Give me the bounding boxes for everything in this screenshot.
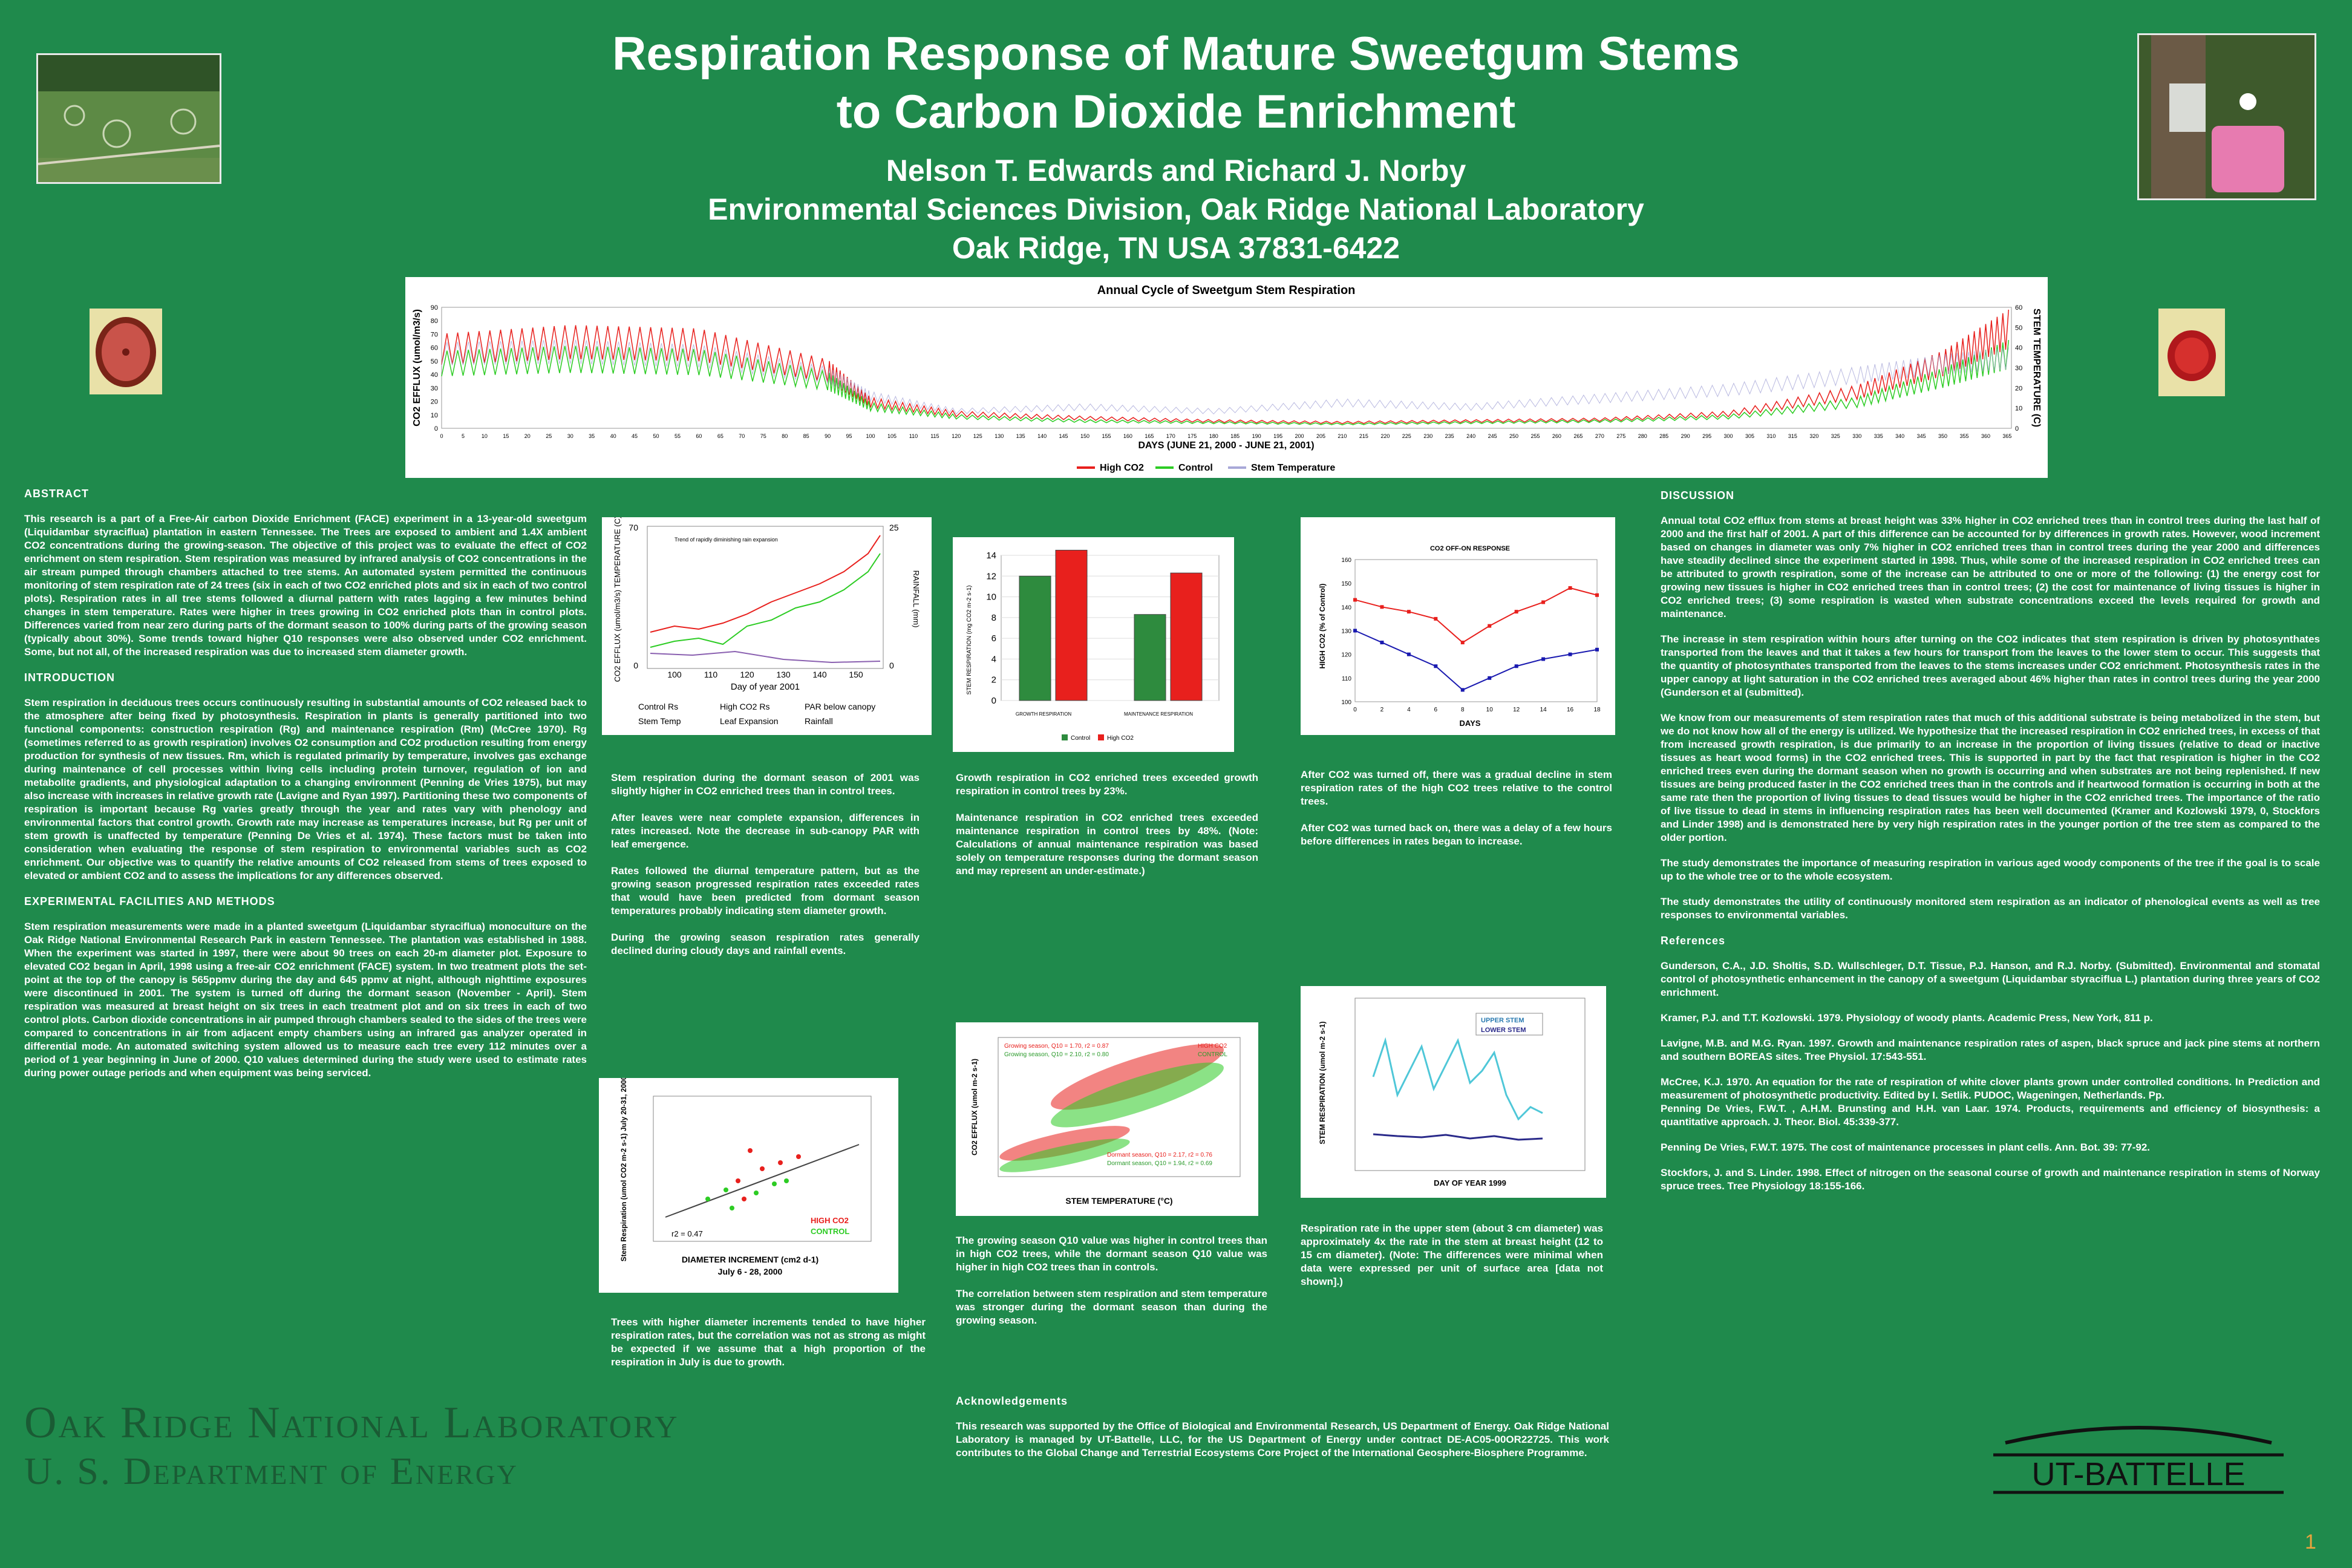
annual-x-tick: 175 bbox=[1187, 433, 1197, 439]
offon-x-tick: 14 bbox=[1540, 707, 1547, 713]
offon-point-1 bbox=[1488, 676, 1491, 680]
annual-x-tick: 330 bbox=[1852, 433, 1862, 439]
annual-x-tick: 125 bbox=[973, 433, 982, 439]
ornl-name: Oak Ridge National Laboratory bbox=[24, 1398, 679, 1448]
annual-x-tick: 365 bbox=[2002, 433, 2012, 439]
reference-item: Kramer, P.J. and T.T. Kozlowski. 1979. Physiology of woody plants. Academic Press, New York, 811 p. bbox=[1661, 1012, 2153, 1024]
page-number: 1 bbox=[2305, 1530, 2316, 1553]
q10-caption: The growing season Q10 value was higher in control trees than in high CO2 trees, while the dormant season Q10 value was higher in high CO2 trees than in controls. The correlation between stem respiration and stem temperature was stronger during the dormant season than during the growing season. bbox=[956, 1235, 1267, 1326]
q10-x-label: STEM TEMPERATURE (°C) bbox=[1065, 1196, 1173, 1206]
offon-y-label: HIGH CO2 (% of Control) bbox=[1318, 583, 1327, 669]
offon-x-tick: 0 bbox=[1353, 707, 1357, 713]
bar-caption: Growth respiration in CO2 enriched trees exceeded growth respiration in control trees by 23%. Maintenance respiration in CO2 enriched trees exceeded maintenance respiration in control trees by 48%. (Note: Calculations of annual maintenance respiration was based solely on temperature responses during the dormant season and may represent an under-estimate.) bbox=[956, 772, 1258, 877]
diameter-control-point bbox=[730, 1206, 734, 1210]
cross-section-icon bbox=[90, 309, 162, 394]
annual-x-tick: 345 bbox=[1916, 433, 1926, 439]
q10-note-0: Growing season, Q10 = 1.70, r2 = 0.87 bbox=[1004, 1043, 1109, 1050]
ut-battelle-text: UT-BATTELLE bbox=[2031, 1456, 2246, 1492]
annual-x-tick: 300 bbox=[1723, 433, 1733, 439]
q10-figure-svg bbox=[956, 1022, 1258, 1216]
diameter-high-point bbox=[778, 1160, 783, 1165]
diameter-high-point bbox=[736, 1178, 740, 1183]
annual-y2-tick: 40 bbox=[2015, 344, 2023, 352]
annual-x-tick: 320 bbox=[1809, 433, 1819, 439]
author-block: Nelson T. Edwards and Richard J. Norby Environmental Sciences Division, Oak Ridge National Laboratory Oak Ridge, TN USA 37831-6422 bbox=[708, 154, 1644, 265]
annual-x-tick: 60 bbox=[696, 433, 702, 439]
cross-section-icon-2 bbox=[2158, 309, 2225, 396]
upper-y-label: STEM RESPIRATION (umol m-2 s-1) bbox=[1318, 1021, 1327, 1145]
temp-xtick: 120 bbox=[740, 670, 754, 679]
temp-legend-0: Control Rs bbox=[638, 702, 679, 711]
annual-x-tick: 135 bbox=[1016, 433, 1025, 439]
offon-x-tick: 6 bbox=[1434, 707, 1438, 713]
offon-point-0 bbox=[1380, 605, 1383, 609]
annual-x-tick: 235 bbox=[1445, 433, 1454, 439]
references-heading: References bbox=[1661, 935, 1726, 947]
offon-point-1 bbox=[1569, 653, 1572, 656]
abstract-section bbox=[24, 487, 587, 1092]
annual-x-tick: 115 bbox=[930, 433, 939, 439]
annual-x-tick: 255 bbox=[1530, 433, 1540, 439]
annual-cycle-svg bbox=[405, 277, 2048, 478]
offon-point-0 bbox=[1407, 610, 1411, 613]
annual-x-tick: 75 bbox=[760, 433, 766, 439]
temp-x-ticks bbox=[667, 670, 863, 679]
annual-x-tick: 250 bbox=[1509, 433, 1519, 439]
abstract-text: This research is a part of a Free-Air carbon Dioxide Enrichment (FACE) experiment in a 13-year-old sweetgum (Liquidambar styraciflua) plantation in eastern Tennessee. The Trees are exposed to ambient and 1.4X ambient CO2 concentrations during the growing-season. The objective of this project was to evaluate the effect of CO2 enrichment on stem respiration. Stem respiration was measured by infrared analysis of CO2 concentrations in the air stream pumped through chambers attached to tree stems. An automated system permitted the continuous monitoring of stem respiration rate of 24 trees (six in each of two CO2 enriched plots and six in each of two control plots). Respiration rates in all tree stems followed a diurnal pattern with rates lagging a few minutes behind changes in stem temperature. Rates were higher in trees growing in CO2 enriched plots than in control plots. Differences varied from near zero during parts of the dormant season to 100% during parts of the growing season (typically about 30%). Some trends toward higher Q10 responses were also observed under CO2 enrichment. Some, but not all, of the increased respiration was due to increased stem diameter growth. bbox=[24, 513, 587, 658]
offon-y-tick: 110 bbox=[1342, 675, 1351, 682]
annual-x-tick: 145 bbox=[1059, 433, 1068, 439]
temp-legend-1: High CO2 Rs bbox=[720, 702, 770, 711]
offon-point-1 bbox=[1595, 648, 1599, 652]
annual-chart-title: Annual Cycle of Sweetgum Stem Respiration bbox=[1097, 284, 1356, 297]
annual-x-tick: 95 bbox=[846, 433, 852, 439]
offon-y-tick: 100 bbox=[1341, 699, 1351, 706]
annual-y2-tick: 30 bbox=[2015, 365, 2023, 372]
annual-x-tick: 205 bbox=[1316, 433, 1325, 439]
annual-x-tick: 25 bbox=[546, 433, 552, 439]
upper-caption: Respiration rate in the upper stem (about 3 cm diameter) was approximately 4x the rate in the stem at breast height (12 to 15 cm diameter). (Note: The differences were minimal when data were expressed per unit of surface area [data not shown].) bbox=[1301, 1223, 1603, 1287]
offon-title: CO2 OFF-ON RESPONSE bbox=[1429, 545, 1511, 552]
ack-heading: Acknowledgements bbox=[956, 1395, 1068, 1407]
annual-x-tick: 355 bbox=[1959, 433, 1969, 439]
annual-x-tick: 105 bbox=[887, 433, 897, 439]
annual-y-tick: 20 bbox=[430, 398, 438, 406]
annual-x-tick: 335 bbox=[1873, 433, 1883, 439]
annual-x-tick: 215 bbox=[1359, 433, 1368, 439]
temp-figure-svg bbox=[602, 517, 932, 735]
annual-x-tick: 5 bbox=[461, 433, 465, 439]
annual-x-label: DAYS (JUNE 21, 2000 - JUNE 21, 2001) bbox=[1138, 440, 1315, 451]
intro-heading: INTRODUCTION bbox=[24, 671, 115, 684]
annual-x-tick: 340 bbox=[1895, 433, 1905, 439]
legend-control-label: Control bbox=[1178, 463, 1213, 473]
offon-point-1 bbox=[1541, 658, 1545, 661]
discussion-section bbox=[1661, 489, 2320, 1205]
annual-x-tick: 45 bbox=[632, 433, 638, 439]
bar-y-tick: 12 bbox=[986, 571, 996, 582]
annual-x-tick: 190 bbox=[1252, 433, 1261, 439]
reference-item: Stockfors, J. and S. Linder. 1998. Effect of nitrogen on the seasonal course of growth and maintenance respiration in stems of Norway spruce trees. Tree Physiology 18:155-166. bbox=[1661, 1167, 2320, 1192]
legend-temp-label: Stem Temperature bbox=[1251, 463, 1336, 473]
discussion-p4: The study demonstrates the importance of measuring respiration in various aged woody components of the tree if the goal is to scale up to the whole tree or to the whole ecosystem. bbox=[1661, 857, 2320, 882]
annual-x-tick: 165 bbox=[1145, 433, 1154, 439]
annual-x-tick: 140 bbox=[1037, 433, 1047, 439]
reference-item: Penning De Vries, F.W.T. 1975. The cost of maintenance processes in plant cells. Ann. Bot. 39: 77-92. bbox=[1661, 1142, 2151, 1153]
offon-point-0 bbox=[1488, 624, 1491, 628]
bar-legend-control-swatch bbox=[1062, 734, 1068, 740]
upper-legend-0: UPPER STEM bbox=[1481, 1017, 1524, 1024]
annual-x-tick: 285 bbox=[1659, 433, 1669, 439]
bar-legend-control: Control bbox=[1071, 735, 1091, 742]
bar-legend-high: High CO2 bbox=[1107, 735, 1134, 742]
diameter-high-point bbox=[760, 1166, 765, 1171]
temp-ytick-70: 70 bbox=[629, 523, 638, 532]
annual-x-tick: 160 bbox=[1123, 433, 1132, 439]
annual-x-tick: 40 bbox=[610, 433, 616, 439]
annual-x-tick: 70 bbox=[739, 433, 745, 439]
offon-x-tick: 12 bbox=[1513, 707, 1520, 713]
offon-figure bbox=[1301, 517, 1615, 735]
temp-xtick: 100 bbox=[667, 670, 682, 679]
annual-y-tick: 10 bbox=[430, 411, 438, 419]
aerial-plantation-photo bbox=[36, 53, 221, 184]
offon-x-tick: 16 bbox=[1566, 707, 1574, 713]
offon-point-0 bbox=[1595, 593, 1599, 597]
annual-x-tick: 310 bbox=[1766, 433, 1776, 439]
offon-x-tick: 18 bbox=[1593, 707, 1601, 713]
diameter-x-label: DIAMETER INCREMENT (cm2 d-1) bbox=[681, 1255, 819, 1264]
annual-y-tick: 40 bbox=[430, 371, 438, 379]
discussion-heading: DISCUSSION bbox=[1661, 489, 1735, 501]
bar-y-tick: 6 bbox=[991, 633, 996, 644]
annual-x-tick: 315 bbox=[1788, 433, 1797, 439]
temp-xtick: 110 bbox=[704, 670, 718, 679]
annual-x-tick: 55 bbox=[674, 433, 681, 439]
discussion-p1: Annual total CO2 efflux from stems at breast height was 33% higher in CO2 enriched trees than in control trees during the last half of 2000 and the first half of 2001. A part of this difference can be accounted for by differences in growth rates. However, wood increment based on changes in diameter was only 7% higher in CO2 enriched trees than in control trees during the year 2000 and differences have steadily declined since the experiment started in 1998. Thus, while some of the increased respiration in CO2 enriched trees can be attributed to growth respiration, some of the increase can be attributed to one or more of the following: (1) the energy cost for growing new tissues is higher in CO2 enriched trees than in control trees; (2) the cost for maintenance of living tissues is higher in CO2 enriched trees; (3) some respiration is wasted when substrate concentrations exceed the levels required for growth and maintenance. bbox=[1661, 515, 2320, 619]
temp-xtick: 130 bbox=[776, 670, 791, 679]
annual-y-tick: 0 bbox=[434, 425, 438, 433]
bar-0-1 bbox=[1056, 550, 1087, 701]
diameter-r2: r2 = 0.47 bbox=[671, 1229, 703, 1238]
reference-item: Gunderson, C.A., J.D. Sholtis, S.D. Wullschleger, D.T. Tissue, P.J. Hanson, and R.J. Norby. (Submitted). Environmental and stomatal control of photosynthetic enhancement in the canopy of a sweetgum (Liquidambar styraciflua L.) plantation during three years of CO2 enrichment. bbox=[1661, 960, 2320, 998]
diameter-y-label: Stem Respiration (umol CO2 m-2 s-1) July 20-31, 2000 bbox=[619, 1078, 628, 1262]
annual-x-tick: 20 bbox=[524, 433, 531, 439]
annual-y-tick: 60 bbox=[430, 344, 438, 352]
annual-x-tick: 195 bbox=[1273, 433, 1283, 439]
diameter-control-point bbox=[754, 1191, 759, 1195]
annual-x-tick: 30 bbox=[567, 433, 573, 439]
diameter-high-point bbox=[796, 1154, 801, 1159]
stem-chamber-photo bbox=[2137, 33, 2316, 200]
annual-x-tick: 155 bbox=[1102, 433, 1111, 439]
offon-point-1 bbox=[1407, 653, 1411, 656]
annual-x-tick: 80 bbox=[782, 433, 788, 439]
annual-x-tick: 240 bbox=[1466, 433, 1476, 439]
temp-xtick: 150 bbox=[849, 670, 863, 679]
bar-1-0 bbox=[1134, 615, 1166, 701]
annual-y2-label: STEM TEMPERATURE (C) bbox=[2031, 308, 2042, 428]
annual-x-tick: 260 bbox=[1552, 433, 1561, 439]
diameter-legend-control: CONTROL bbox=[811, 1227, 850, 1236]
diameter-control-point bbox=[784, 1178, 789, 1183]
q10-note-3: Dormant season, Q10 = 1.94, r2 = 0.69 bbox=[1107, 1160, 1212, 1167]
bar-1-1 bbox=[1171, 573, 1202, 701]
annual-x-tick: 325 bbox=[1831, 433, 1840, 439]
upper-stem-figure bbox=[1301, 986, 1606, 1198]
annual-x-tick: 110 bbox=[909, 433, 918, 439]
reference-item: McCree, K.J. 1970. An equation for the rate of respiration of white clover plants grown under controlled conditions. In Prediction and measurement of photosynthetic productivity. Edited by I. Setlik. PUDOC, Wageningen, Netherlands. Pp. Penning De Vries, F.W.T. , A.H.M. Brunsting and H.H. van Laar. 1974. Products, requirements and efficiency of biosynthesis: a quantitative approach. J. Theor. Biol. 45:339-377. bbox=[1661, 1076, 2320, 1128]
diameter-high-point bbox=[748, 1148, 753, 1153]
annual-y-tick: 80 bbox=[430, 318, 438, 325]
temp-legend bbox=[638, 702, 875, 726]
annual-y-tick: 50 bbox=[430, 358, 438, 365]
methods-text: Stem respiration measurements were made in a planted sweetgum (Liquidambar styraciflua) monoculture on the Oak Ridge National Environmental Research Park in eastern Tennessee. The plantation was established in 1988. When the experiment was started in 1997, there were about 90 trees on each 20-m diameter plot. Exposure to elevated CO2 began in April, 1998 using a free-air CO2 enrichment (FACE) system. In two treatment plots the set-point at the top of the canopy is 565ppmv during the day and 645 ppmv at night, although nighttime exposures were discontinued in 2001. The system is turned off during the dormant season (November - April). Stem respiration was measured at breast height on six trees in each treatment plot and on six trees in each of two control plots. Carbon dioxide concentrations in air pumped through chambers sealed to the sides of the trees were compared to concentrations in air from adjacent empty chambers using an infrared gas analyzer operated in differential mode. An automated switching system allowed us to measure each tree every 112 minutes over a period of 1 year beginning in June of 2000. Q10 values determined during the study were used to estimate rates during power outage periods and when equipment was being serviced. bbox=[24, 921, 587, 1079]
offon-point-0 bbox=[1434, 617, 1437, 621]
annual-x-tick: 120 bbox=[952, 433, 961, 439]
offon-y-tick: 150 bbox=[1341, 581, 1351, 588]
annual-x-tick: 210 bbox=[1338, 433, 1347, 439]
annual-y2-tick: 50 bbox=[2015, 324, 2023, 332]
annual-x-tick: 0 bbox=[440, 433, 443, 439]
bar-y-tick: 10 bbox=[986, 592, 996, 603]
bar-figure bbox=[953, 537, 1234, 752]
methods-heading: EXPERIMENTAL FACILITIES AND METHODS bbox=[24, 895, 275, 907]
temp-figure bbox=[602, 517, 932, 735]
annual-x-tick: 185 bbox=[1230, 433, 1240, 439]
offon-point-1 bbox=[1353, 629, 1357, 633]
annual-x-tick: 150 bbox=[1080, 433, 1090, 439]
diameter-legend-high: HIGH CO2 bbox=[811, 1216, 849, 1225]
offon-point-1 bbox=[1434, 664, 1437, 668]
chamber-photo-image bbox=[2139, 35, 2314, 198]
annual-x-tick: 50 bbox=[653, 433, 659, 439]
upper-legend-1: LOWER STEM bbox=[1481, 1027, 1526, 1034]
annual-x-tick: 245 bbox=[1488, 433, 1497, 439]
offon-y-tick: 130 bbox=[1341, 628, 1351, 635]
temp-xtick: 140 bbox=[812, 670, 827, 679]
annual-x-tick: 200 bbox=[1295, 433, 1304, 439]
discussion-p5: The study demonstrates the utility of continuously monitored stem respiration as an indicator of phenological events as well as tree responses to environmental variables. bbox=[1661, 896, 2320, 921]
annual-y-tick: 70 bbox=[430, 331, 438, 339]
offon-point-0 bbox=[1353, 598, 1357, 602]
acknowledgements-section bbox=[956, 1394, 1609, 1472]
annual-y2-tick: 10 bbox=[2015, 405, 2023, 413]
bar-cat-0: GROWTH RESPIRATION bbox=[1015, 711, 1072, 717]
diameter-figure-svg bbox=[599, 1078, 898, 1293]
annual-y-tick: 90 bbox=[430, 304, 438, 312]
ut-battelle-mark bbox=[1981, 1419, 2296, 1497]
diameter-figure bbox=[599, 1078, 898, 1293]
intro-text: Stem respiration in deciduous trees occurs continuously resulting in substantial amounts of CO2 released back to the atmosphere after being fixed by photosynthesis. Respiration in plants is generally partitioned into two functional components: construction respiration (Rg) and maintenance respiration (Rm) (McCree 1970). Rg (sometimes referred to as growth respiration) involves O2 consumption and CO2 production resulting from energy production for synthesis of new tissues. Rm, which is regulated primarily by temperature, involves gas exchange during maintenance of cell processes within living cells including protein turnover, regulation of ion and metabolite gradients, and physiological adaptation to a changing environment (Penning de Vries 1975), but may also increase with increases in relative growth rate (Lavigne and Ryan 1997). Partitioning these two components of respiration is important because Rg varies greatly through the year and rates vary with phenology and environmental factors that control growth. Growth rate may increase as temperatures increase, but Rg per unit of stem growth is unaffected by temperature (Penning De Vries et al. 1974). These factors must be taken into consideration when evaluating the response of stem respiration to environmental variables such as CO2 enrichment. Our objective was to quantify the relative amounts of CO2 released from stems of trees exposed to elevated or ambient CO2 and to assess the implications for any differences observed. bbox=[24, 697, 587, 881]
annual-x-tick: 35 bbox=[589, 433, 595, 439]
q10-legend-control: CONTROL bbox=[1198, 1051, 1227, 1058]
temp-caption: Stem respiration during the dormant season of 2001 was slightly higher in CO2 enriched trees than in control trees. After leaves were near complete expansion, differences in rates increased. Note the decrease in sub-canopy PAR with leaf emergence. Rates followed the diurnal temperature pattern, but as the growing season progressed respiration rates exceeded rates that would have been predicted from dormant season temperatures probably indicating stem diameter growth. During the growing season respiration rates generally declined during cloudy days and rainfall events. bbox=[611, 772, 920, 956]
annual-x-tick: 90 bbox=[825, 433, 831, 439]
annual-x-tick: 230 bbox=[1423, 433, 1433, 439]
annual-x-tick: 305 bbox=[1745, 433, 1755, 439]
bar-legend-high-swatch bbox=[1098, 734, 1104, 740]
q10-figure bbox=[956, 1022, 1258, 1216]
temp-legend-4: Leaf Expansion bbox=[720, 716, 779, 726]
offon-x-tick: 8 bbox=[1460, 707, 1465, 713]
ut-battelle-arc bbox=[2005, 1428, 2272, 1443]
discussion-p3: We know from our measurements of stem respiration rates that much of this additional substrate is being metabolized in the stem, but we do not know how all of the energy is utilized. We hypothesize that the increased respiration in CO2 enriched trees, in excess of that from increased growth respiration, is due primarily to an increase in the proportion of living tissues (relative to dead or inactive tissues as heart wood forms) in the CO2 enriched trees. This is supported in part by the fact that respiration is higher in the CO2 enriched trees even during the dormant season when no growth is occurring and when substrates are not being replenished. If new tissues are being produced faster in the CO2 enriched trees than in the controls and if heartwood formation is occurring in both at the same rate then the proportion of living tissues to dead tissues would be higher in the CO2 enriched trees. The importance of the ratio of live tissue to dead in stems in influencing respiration rates has been well documented (Kramer and Kozlowski 1979, 0, Stockfors and Linder 1998) and is demonstrated here by very high respiration rates in the younger portion of the tree stem as compared to the older portion. bbox=[1661, 712, 2320, 843]
temp-legend-2: PAR below canopy bbox=[805, 702, 876, 711]
annual-x-tick: 15 bbox=[503, 433, 509, 439]
upper-stem-svg bbox=[1301, 986, 1606, 1198]
reference-item: Lavigne, M.B. and M.G. Ryan. 1997. Growth and maintenance respiration rates of aspen, black spruce and jack pine stems at northern and southern BOREAS sites. Tree Physiol. 17:543-551. bbox=[1661, 1037, 2320, 1062]
discussion-p2: The increase in stem respiration within hours after turning on the CO2 indicates that stem respiration is driven by photosynthates transported from the leaves and that it takes a few hours for transport from the leaves to the lower stem to occur. This suggests that the quantity of photosynthates transported from the leaves to the stems increases under CO2 enrichment. Photosynthesis rates in the upper canopy at light saturation in the CO2 enriched trees averaged about 46% higher than rates in control trees during the year 2000 (Gunderson et al (submitted). bbox=[1661, 633, 2320, 698]
offon-point-0 bbox=[1541, 601, 1545, 604]
offon-x-tick: 4 bbox=[1407, 707, 1411, 713]
q10-note-2: Dormant season, Q10 = 2.17, r2 = 0.76 bbox=[1107, 1152, 1212, 1158]
diameter-caption: Trees with higher diameter increments tended to have higher respiration rates, but the correlation was not as strong as might be expected if we assume that a high proportion of the respiration in July is due to growth. bbox=[611, 1316, 926, 1368]
ack-text: This research was supported by the Office of Biological and Environmental Research, US Department of Energy. Oak Ridge National Laboratory is managed by UT-Battelle, LLC, for the US Department of Energy under contract DE-AC05-00OR22725. This work contributes to the Global Change and Terrestrial Ecosystems Core Project of the International Geosphere-Biosphere Programme. bbox=[956, 1420, 1609, 1459]
temp-legend-3: Stem Temp bbox=[638, 716, 681, 726]
annual-x-tick: 350 bbox=[1938, 433, 1948, 439]
aerial-photo-image bbox=[38, 55, 220, 182]
poster-title: Respiration Response of Mature Sweetgum Stems to Carbon Dioxide Enrichment bbox=[612, 27, 1740, 138]
legend-high-label: High CO2 bbox=[1100, 463, 1144, 473]
temp-y2tick-25: 25 bbox=[889, 523, 899, 532]
q10-legend-high: HIGH CO2 bbox=[1198, 1043, 1227, 1050]
annual-y2-tick: 0 bbox=[2015, 425, 2019, 433]
diameter-control-point bbox=[772, 1181, 777, 1186]
offon-plot-area bbox=[1355, 560, 1597, 702]
bar-y-tick: 0 bbox=[991, 696, 996, 706]
offon-point-1 bbox=[1515, 664, 1518, 668]
bar-cat-1: MAINTENANCE RESPIRATION bbox=[1123, 711, 1194, 717]
bar-y-tick: 2 bbox=[991, 675, 996, 685]
abstract-heading: ABSTRACT bbox=[24, 488, 89, 500]
annual-plot-area bbox=[442, 307, 2011, 428]
offon-point-1 bbox=[1380, 641, 1383, 644]
stem-cross-section-right bbox=[2158, 309, 2225, 396]
bar-y-tick: 14 bbox=[986, 550, 996, 561]
bar-0-0 bbox=[1019, 576, 1051, 701]
bar-figure-svg bbox=[953, 537, 1234, 752]
temp-y-label: CO2 EFFLUX (umol/m3/s) TEMPERATURE (C) bbox=[613, 517, 622, 682]
annual-x-tick: 220 bbox=[1380, 433, 1390, 439]
doe-name: U. S. Department of Energy bbox=[24, 1449, 518, 1492]
offon-x-label: DAYS bbox=[1459, 719, 1481, 728]
annual-x-tick: 360 bbox=[1981, 433, 1990, 439]
offon-point-0 bbox=[1569, 586, 1572, 590]
annual-x-tick: 265 bbox=[1573, 433, 1583, 439]
offon-y-tick: 120 bbox=[1341, 652, 1351, 659]
diameter-control-point bbox=[705, 1197, 710, 1201]
offon-point-0 bbox=[1461, 641, 1465, 644]
stem-cross-section-left bbox=[90, 309, 162, 394]
annual-x-tick: 170 bbox=[1166, 433, 1175, 439]
annual-x-tick: 225 bbox=[1402, 433, 1411, 439]
offon-y-tick: 160 bbox=[1341, 557, 1351, 564]
offon-x-tick: 10 bbox=[1486, 707, 1493, 713]
annual-x-tick: 65 bbox=[717, 433, 724, 439]
annual-x-tick: 290 bbox=[1681, 433, 1690, 439]
temp-y2tick-0: 0 bbox=[889, 661, 894, 670]
annual-x-tick: 85 bbox=[803, 433, 809, 439]
bar-y-tick: 8 bbox=[991, 612, 996, 623]
annual-y2-tick: 60 bbox=[2015, 304, 2023, 312]
q10-note-1: Growing season, Q10 = 2.10, r2 = 0.80 bbox=[1004, 1051, 1109, 1058]
annual-x-tick: 280 bbox=[1638, 433, 1647, 439]
bar-y-label: STEM RESPIRATION (mg CO2 m-2 s-1) bbox=[966, 585, 973, 695]
annual-x-tick: 275 bbox=[1616, 433, 1626, 439]
q10-y-label: CO2 EFFLUX (umol m-2 s-1) bbox=[970, 1058, 979, 1156]
offon-figure-svg bbox=[1301, 517, 1615, 735]
offon-point-0 bbox=[1515, 610, 1518, 613]
annual-x-tick: 130 bbox=[995, 433, 1004, 439]
annual-x-tick: 295 bbox=[1702, 433, 1712, 439]
diameter-high-point bbox=[742, 1197, 746, 1201]
annual-cycle-chart bbox=[405, 277, 2048, 478]
bar-y-tick: 4 bbox=[991, 654, 996, 665]
annual-x-tick: 10 bbox=[481, 433, 488, 439]
offon-point-1 bbox=[1461, 688, 1465, 691]
upper-x-label: DAY OF YEAR 1999 bbox=[1434, 1178, 1506, 1187]
annual-legend bbox=[1077, 463, 1335, 473]
temp-x-label: Day of year 2001 bbox=[730, 682, 800, 692]
temp-ytick-0: 0 bbox=[633, 661, 638, 670]
temp-legend-5: Rainfall bbox=[805, 716, 833, 726]
annual-y-label: CO2 EFFLUX (umol/m3/s) bbox=[412, 309, 422, 426]
annual-x-tick: 270 bbox=[1595, 433, 1604, 439]
annual-x-tick: 180 bbox=[1209, 433, 1218, 439]
diameter-date: July 6 - 28, 2000 bbox=[717, 1267, 783, 1276]
diameter-control-point bbox=[724, 1187, 728, 1192]
offon-caption: After CO2 was turned off, there was a gradual decline in stem respiration rates of the high CO2 trees relative to the control trees. After CO2 was turned back on, there was a delay of a few hours before differences in rates began to increase. bbox=[1301, 769, 1612, 847]
annual-y2-tick: 20 bbox=[2015, 385, 2023, 393]
ut-battelle-logo bbox=[1981, 1419, 2296, 1497]
offon-x-tick: 2 bbox=[1380, 707, 1384, 713]
temp-y2-label: RAINFALL (mm) bbox=[912, 570, 921, 628]
offon-y-tick: 140 bbox=[1341, 604, 1351, 612]
temp-annotation: Trend of rapidly diminishing rain expansion bbox=[675, 537, 778, 543]
ornl-logo-text bbox=[24, 1397, 956, 1494]
annual-x-tick: 100 bbox=[866, 433, 875, 439]
annual-y-tick: 30 bbox=[430, 385, 438, 393]
